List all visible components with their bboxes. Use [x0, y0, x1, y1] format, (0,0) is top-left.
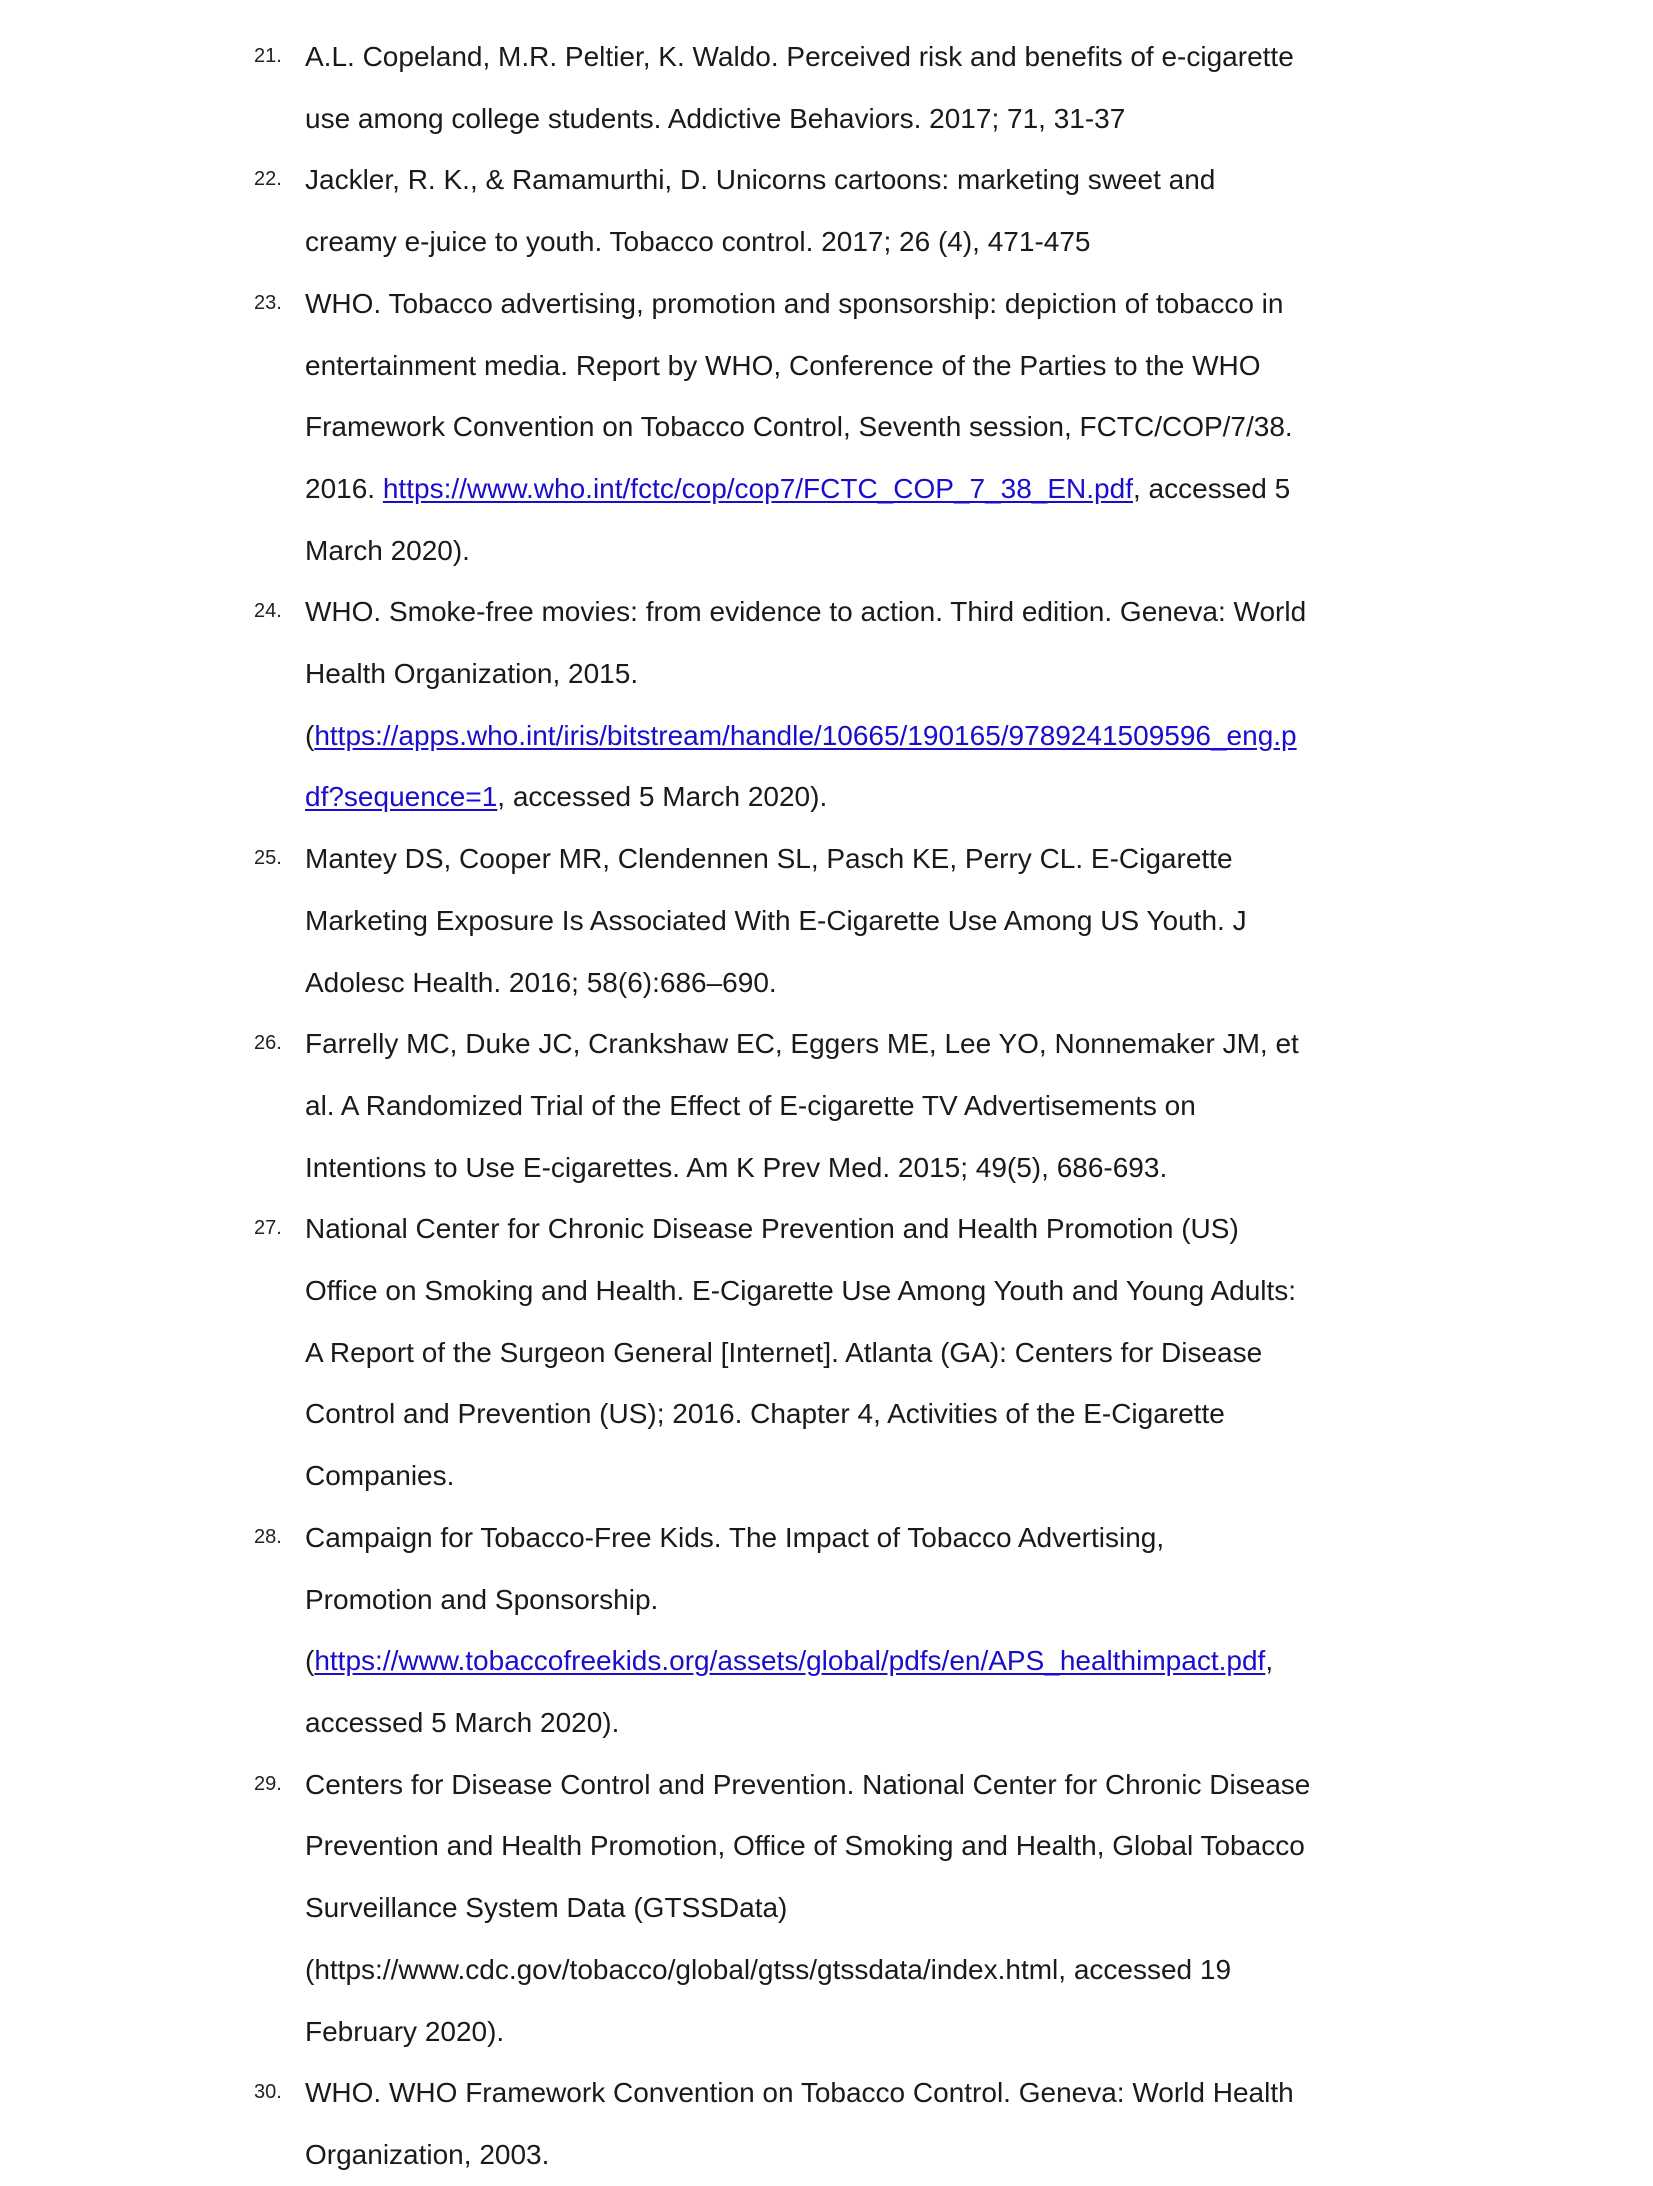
reference-text: Surveillance System Data (GTSSData)	[305, 1892, 788, 1924]
reference-line	[305, 396, 1369, 458]
reference-line	[305, 273, 1369, 335]
reference-number: 25.	[254, 847, 282, 870]
reference-line	[305, 88, 1369, 150]
reference-text: ,	[1265, 1645, 1274, 1677]
reference-text: A Report of the Surgeon General [Internet]. Atlanta (GA): Centers for Disease	[305, 1336, 1263, 1368]
reference-text: Prevention and Health Promotion, Office of Smoking and Health, Global Tobacco	[305, 1830, 1305, 1862]
reference-item	[254, 1198, 1369, 1507]
reference-line	[305, 1322, 1369, 1384]
reference-number: 28.	[254, 1525, 282, 1548]
reference-text: Health Organization, 2015.	[305, 658, 639, 690]
reference-line	[305, 890, 1369, 952]
reference-text: Office on Smoking and Health. E-Cigarette Use Among Youth and Young Adults:	[305, 1275, 1297, 1307]
reference-text: creamy e-juice to youth. Tobacco control. 2017; 26 (4), 471-475	[305, 226, 1091, 258]
reference-line	[305, 520, 1369, 582]
reference-line	[305, 1445, 1369, 1507]
reference-number: 23.	[254, 291, 282, 314]
reference-line	[305, 1383, 1369, 1445]
reference-link[interactable]: https://apps.who.int/iris/bitstream/handle/10665/190165/9789241509596_eng.p	[314, 719, 1297, 751]
reference-line	[305, 1692, 1369, 1754]
reference-number: 22.	[254, 168, 282, 191]
reference-text: National Center for Chronic Disease Prevention and Health Promotion (US)	[305, 1213, 1239, 1245]
reference-number: 26.	[254, 1032, 282, 1055]
reference-text: 2016.	[305, 472, 383, 504]
reference-text: February 2020).	[305, 2015, 505, 2047]
reference-line	[305, 458, 1369, 520]
reference-line	[305, 705, 1369, 767]
reference-line	[305, 952, 1369, 1014]
reference-text: , accessed 5 March 2020).	[497, 781, 828, 813]
reference-item	[254, 2062, 1369, 2185]
reference-text: accessed 5 March 2020).	[305, 1706, 620, 1738]
reference-line	[305, 1507, 1369, 1569]
reference-text: Framework Convention on Tobacco Control, Seventh session, FCTC/COP/7/38.	[305, 411, 1293, 443]
reference-line	[305, 766, 1369, 828]
reference-text: WHO. Tobacco advertising, promotion and sponsorship: depiction of tobacco in	[305, 287, 1284, 319]
reference-item	[254, 273, 1369, 582]
reference-text: entertainment media. Report by WHO, Conference of the Parties to the WHO	[305, 349, 1261, 381]
reference-line	[305, 1260, 1369, 1322]
reference-text: (https://www.cdc.gov/tobacco/global/gtss/gtssdata/index.html, accessed 19	[305, 1953, 1232, 1985]
reference-line	[305, 2062, 1369, 2124]
reference-number: 27.	[254, 1217, 282, 1240]
reference-line	[305, 2124, 1369, 2186]
reference-text: , accessed 5	[1132, 472, 1291, 504]
reference-text: Companies.	[305, 1460, 455, 1492]
reference-line	[305, 1939, 1369, 2001]
reference-text: Centers for Disease Control and Prevention. National Center for Chronic Disease	[305, 1768, 1311, 1800]
reference-line	[305, 2001, 1369, 2063]
reference-text: Farrelly MC, Duke JC, Crankshaw EC, Eggers ME, Lee YO, Nonnemaker JM, et	[305, 1028, 1299, 1060]
reference-number: 24.	[254, 600, 282, 623]
reference-text: Jackler, R. K., & Ramamurthi, D. Unicorns cartoons: marketing sweet and	[305, 164, 1216, 196]
reference-line	[305, 149, 1369, 211]
reference-text: (	[305, 719, 315, 751]
reference-text: Intentions to Use E-cigarettes. Am K Prev Med. 2015; 49(5), 686-693.	[305, 1151, 1168, 1183]
reference-link[interactable]: https://www.tobaccofreekids.org/assets/global/pdfs/en/APS_healthimpact.pdf	[314, 1645, 1266, 1677]
reference-text: use among college students. Addictive Behaviors. 2017; 71, 31-37	[305, 102, 1126, 134]
reference-text: A.L. Copeland, M.R. Peltier, K. Waldo. Perceived risk and benefits of e-cigarette	[305, 41, 1294, 72]
reference-text: Control and Prevention (US); 2016. Chapter 4, Activities of the E-Cigarette	[305, 1398, 1225, 1430]
reference-line	[305, 1630, 1369, 1692]
reference-line	[305, 828, 1369, 890]
reference-line	[305, 1013, 1369, 1075]
reference-link[interactable]: df?sequence=1	[305, 781, 498, 813]
reference-text: Promotion and Sponsorship.	[305, 1583, 659, 1615]
reference-text: Marketing Exposure Is Associated With E-Cigarette Use Among US Youth. J	[305, 904, 1247, 936]
reference-text: March 2020).	[305, 534, 470, 566]
reference-item	[254, 581, 1369, 828]
reference-line	[305, 581, 1369, 643]
reference-item	[254, 26, 1369, 149]
reference-text: WHO. Smoke-free movies: from evidence to action. Third edition. Geneva: World	[305, 596, 1307, 628]
reference-line	[305, 26, 1369, 88]
reference-text: Adolesc Health. 2016; 58(6):686–690.	[305, 966, 777, 998]
reference-item	[254, 149, 1369, 272]
reference-text: WHO. WHO Framework Convention on Tobacco Control. Geneva: World Health	[305, 2077, 1294, 2109]
reference-number: 21.	[254, 45, 282, 67]
reference-link[interactable]: https://www.who.int/fctc/cop/cop7/FCTC_COP_7_38_EN.pdf	[382, 472, 1133, 504]
reference-text: Campaign for Tobacco-Free Kids. The Impact of Tobacco Advertising,	[305, 1521, 1165, 1553]
reference-line	[305, 1198, 1369, 1260]
reference-line	[305, 1137, 1369, 1199]
reference-line	[305, 1815, 1369, 1877]
reference-text: al. A Randomized Trial of the Effect of E-cigarette TV Advertisements on	[305, 1089, 1196, 1121]
reference-text: Mantey DS, Cooper MR, Clendennen SL, Pasch KE, Perry CL. E-Cigarette	[305, 843, 1233, 875]
reference-number: 29.	[254, 1772, 282, 1795]
reference-line	[305, 1569, 1369, 1631]
reference-line	[305, 643, 1369, 705]
reference-item	[254, 1507, 1369, 1754]
reference-item	[254, 1754, 1369, 2063]
reference-line	[305, 1754, 1369, 1816]
reference-text: (	[305, 1645, 315, 1677]
reference-line	[305, 335, 1369, 397]
reference-item	[254, 1013, 1369, 1198]
reference-list	[254, 26, 1369, 2186]
reference-line	[305, 1075, 1369, 1137]
reference-number: 30.	[254, 2081, 282, 2104]
reference-text: Organization, 2003.	[305, 2138, 550, 2170]
reference-line	[305, 211, 1369, 273]
reference-line	[305, 1877, 1369, 1939]
reference-item	[254, 828, 1369, 1013]
